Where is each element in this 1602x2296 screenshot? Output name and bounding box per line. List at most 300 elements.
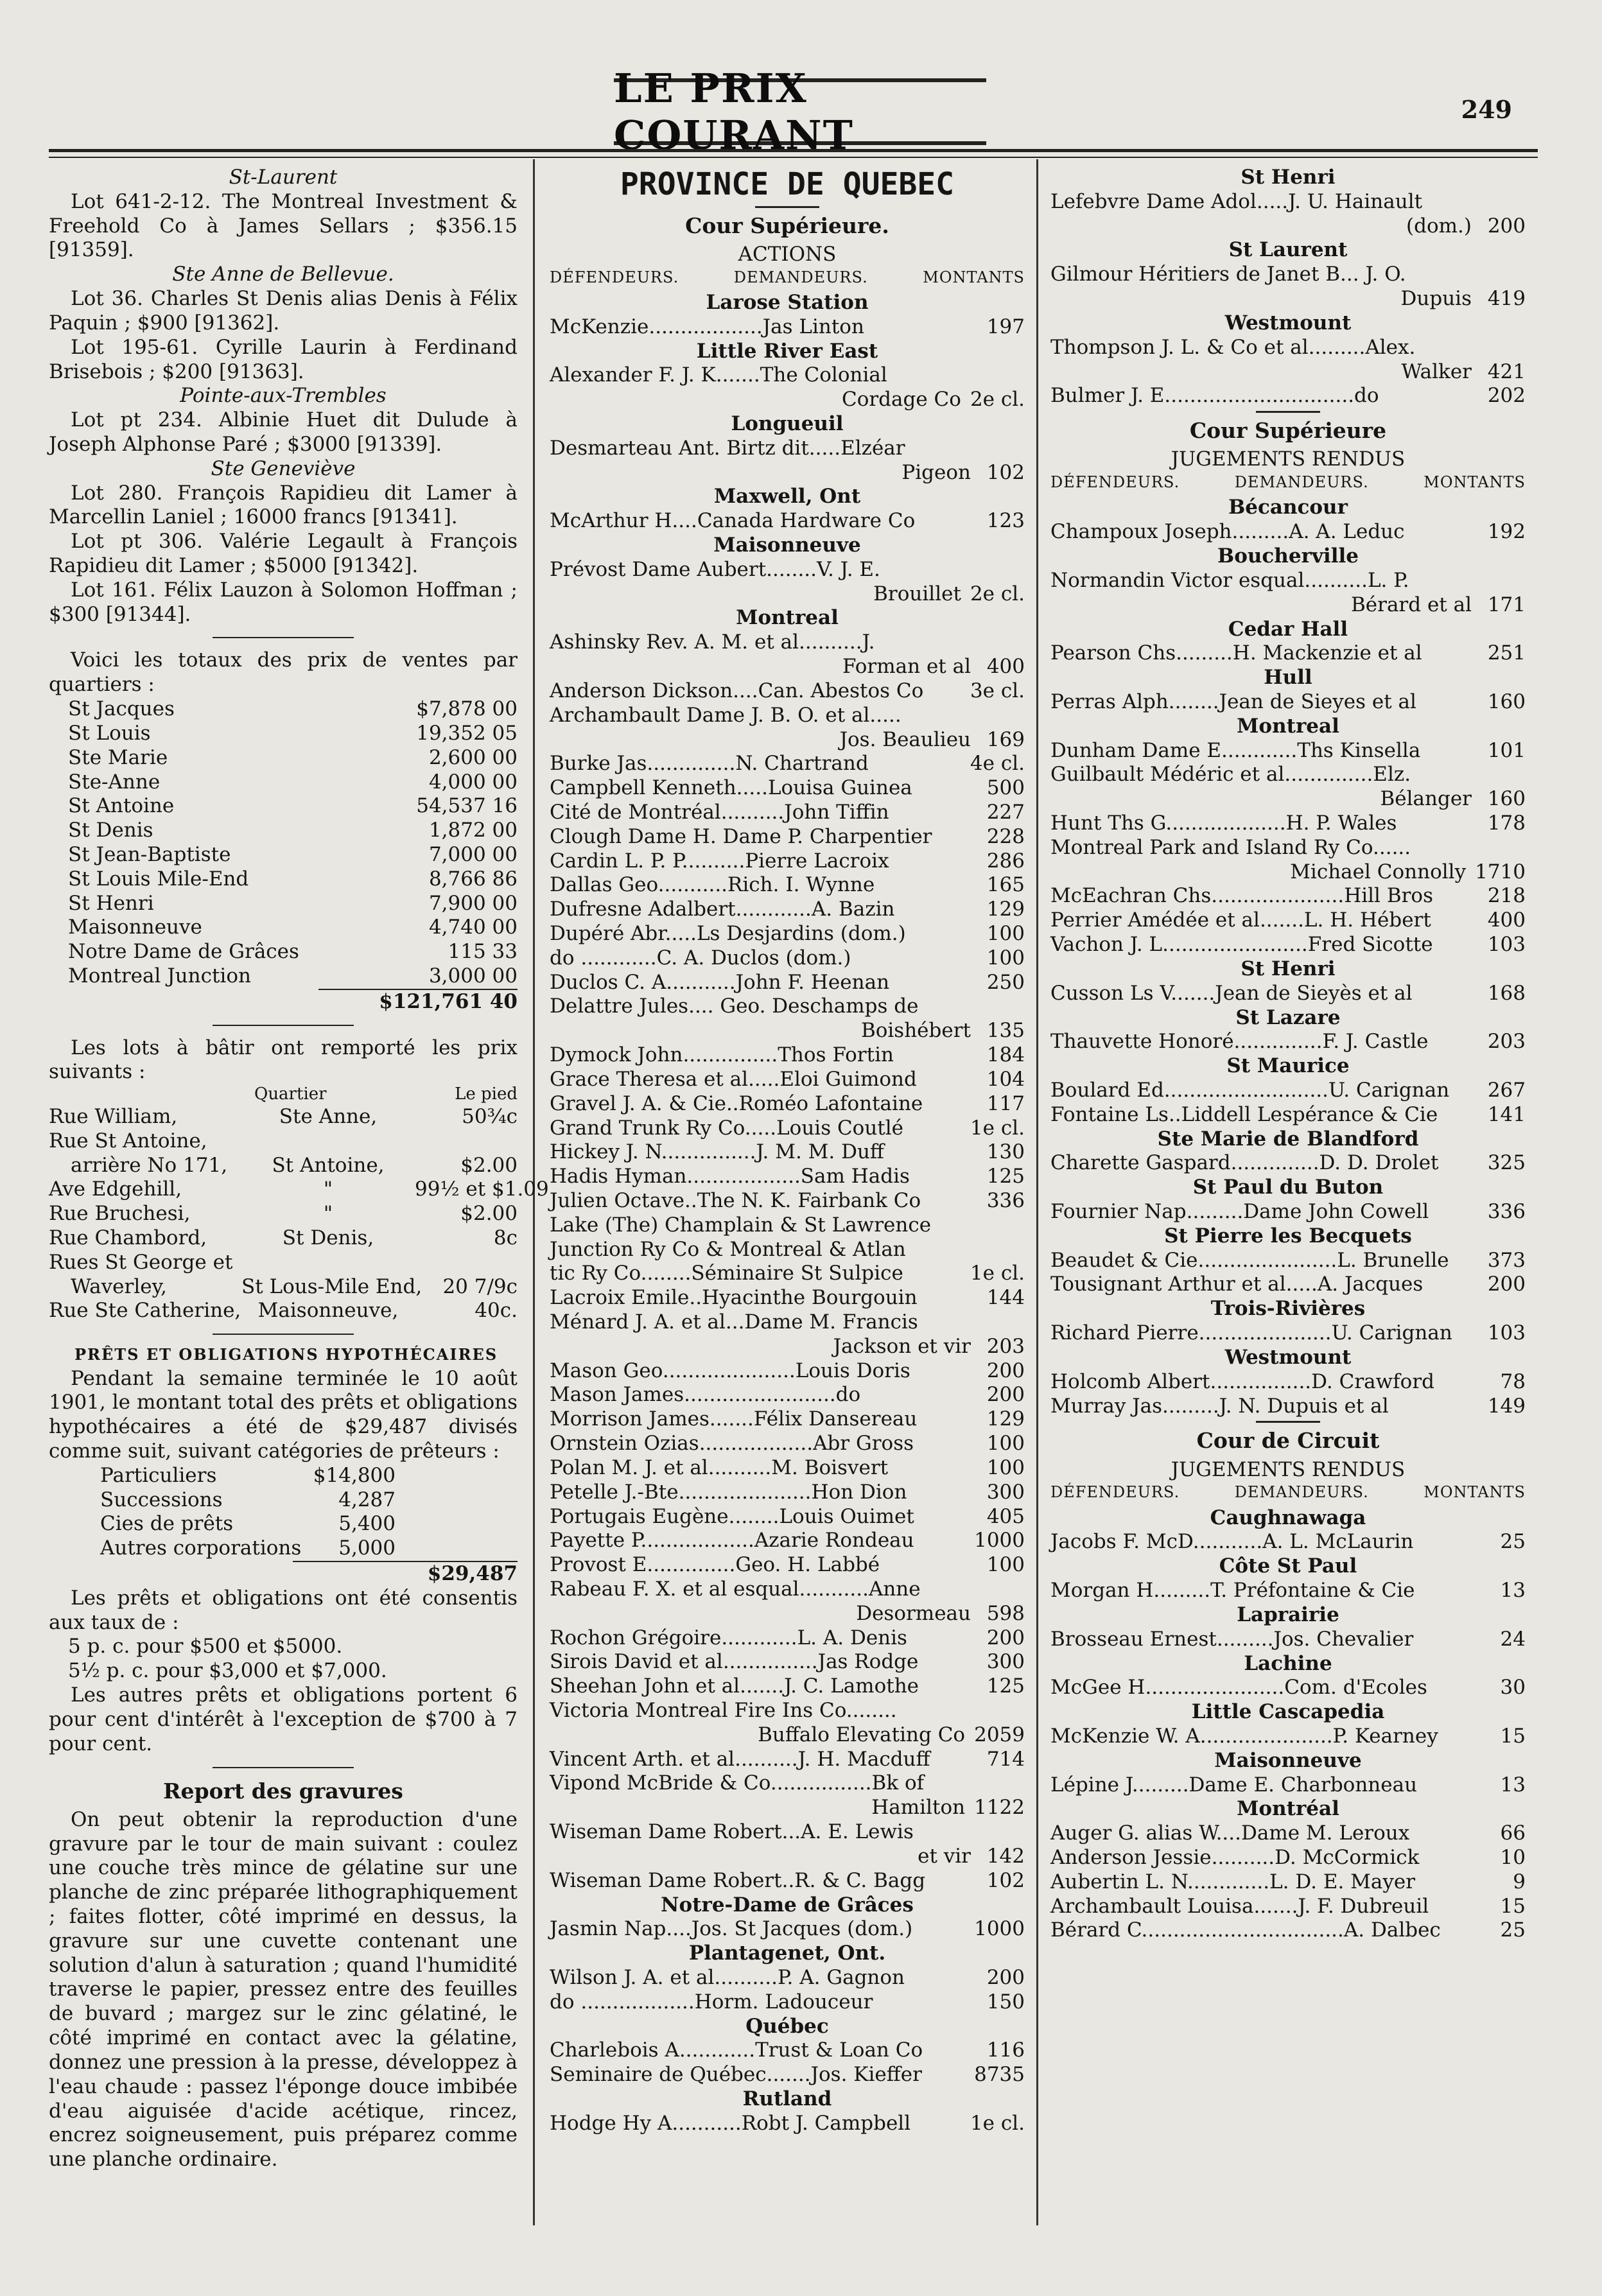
case-line [1050, 1870, 1526, 1895]
case-amount: 267 [1487, 1078, 1526, 1102]
case-entry [550, 1383, 1025, 1407]
case-entry [550, 1990, 1025, 2015]
case-line [550, 558, 1025, 582]
case-parties: Delattre Jules.... Geo. Deschamps de [550, 995, 919, 1018]
sale-entry: Lot 161. Félix Lauzon à Solomon Hoffman ; $300 [91344]. [49, 578, 518, 626]
location-heading: Longueuil [731, 412, 844, 435]
case-line [550, 1189, 1025, 1213]
lot-street: Waverley, [71, 1274, 167, 1298]
case-parties: Holcomb Albert................D. Crawford [1050, 1370, 1434, 1393]
case-entry [550, 558, 1025, 607]
case-parties: Perrier Amédée et al.......L. H. Hébert [1050, 909, 1431, 932]
sale-entry: Lot 641-2-12. The Montreal Investment & Freehold Co à James Sellars ; $356.15 [91359]. [49, 189, 518, 262]
case-entry [550, 363, 1025, 412]
pret-name: Autres corporations [100, 1536, 302, 1560]
case-entry [1050, 569, 1526, 618]
case-amount: 400 [986, 655, 1025, 679]
case-parties: Vipond McBride & Co................Bk of [550, 1771, 925, 1795]
case-amount: 102 [986, 460, 1025, 484]
case-line-cont [1050, 360, 1526, 385]
location-heading: Laprairie [1237, 1603, 1339, 1626]
case-amount: 129 [986, 898, 1025, 921]
case-amount: 200 [986, 1359, 1025, 1382]
column-heading: DEMANDEURS. [733, 268, 868, 286]
case-line-cont [1050, 214, 1526, 239]
case-line [550, 1481, 1025, 1505]
case-parties: Hodge Hy A...........Robt J. Campbell [550, 2111, 911, 2135]
case-line [1050, 190, 1526, 214]
lot-row [49, 1251, 518, 1275]
case-entry [550, 1699, 1025, 1748]
case-entry [550, 1117, 1025, 1141]
case-amount: 192 [1487, 520, 1526, 544]
case-parties: Archambault Louisa.......J. F. Dubreuil [1050, 1894, 1429, 1918]
total-name: St Antoine [68, 794, 175, 818]
case-line [550, 631, 1025, 655]
case-parties: Dunham Dame E............Ths Kinsella [1050, 738, 1421, 762]
case-amount: 15 [1500, 1724, 1526, 1748]
divider [213, 1767, 354, 1768]
lot-quartier: St Antoine, [272, 1153, 385, 1177]
case-amount: 13 [1500, 1773, 1526, 1796]
case-amount: 400 [1487, 909, 1526, 932]
case-parties: do ............C. A. Duclos (dom.) [550, 946, 851, 970]
case-parties: Bérard C................................A. Dalbec [1050, 1918, 1441, 1942]
location-heading: Maisonneuve [1214, 1748, 1362, 1772]
case-parties: Julien Octave..The N. K. Fairbank Co [550, 1188, 921, 1212]
case-amount: 200 [986, 1626, 1025, 1649]
case-amount: 149 [1487, 1394, 1526, 1418]
lot-street: Rue William, [49, 1104, 178, 1128]
case-amount [980, 1238, 1025, 1262]
total-name: Ste-Anne [68, 770, 161, 794]
case-entry [550, 1407, 1025, 1432]
case-parties: Pearson Chs.........H. Mackenzie et al [1050, 641, 1422, 665]
case-amount: 103 [1487, 1321, 1526, 1345]
column-heading: DÉFENDEURS. [550, 268, 679, 286]
case-line [550, 679, 1025, 704]
case-line [550, 1917, 1025, 1942]
case-line [550, 2112, 1025, 2136]
case-line [1050, 1846, 1526, 1870]
total-row [49, 746, 518, 770]
lot-price: 40c. [475, 1299, 518, 1323]
case-entry [1050, 1370, 1526, 1395]
case-parties: Montreal Park and Island Ry Co...... [1050, 835, 1411, 859]
case-parties-cont: Jackson et vir [833, 1334, 971, 1358]
lot-price: $2.00 [460, 1153, 518, 1177]
case-entry [1050, 933, 1526, 957]
case-parties: Lefebvre Dame Adol.....J. U. Hainault [1050, 189, 1423, 213]
case-line [1050, 763, 1526, 787]
case-parties: Victoria Montreal Fire Ins Co........ [550, 1699, 897, 1722]
case-amount-spacer [1481, 836, 1526, 860]
lot-row [49, 1129, 518, 1154]
case-line [550, 1262, 1025, 1286]
case-amount: 251 [1487, 641, 1526, 665]
case-entry [550, 1092, 1025, 1117]
case-line [550, 1068, 1025, 1092]
case-amount-spacer [980, 558, 1025, 582]
case-line [1050, 1918, 1526, 1943]
total-name: Maisonneuve [68, 916, 202, 939]
case-parties: Boulard Ed..........................U. Carignan [1050, 1078, 1450, 1102]
case-parties: Charlebois A............Trust & Loan Co [550, 2039, 923, 2062]
case-parties-cont: (dom.) [1406, 214, 1472, 238]
case-entry [550, 776, 1025, 801]
case-entry [1050, 1579, 1526, 1603]
header-rule [49, 149, 1538, 152]
case-parties: McArthur H....Canada Hardware Co [550, 509, 916, 533]
case-parties: Morrison James.......Félix Dansereau [550, 1407, 918, 1431]
case-entry [1050, 909, 1526, 933]
case-line [550, 1432, 1025, 1456]
case-amount-spacer [980, 1771, 1025, 1796]
page-header [49, 64, 1538, 159]
case-line-cont [550, 1019, 1025, 1043]
case-parties-cont: Michael Connolly [1290, 860, 1467, 883]
case-amount: 150 [986, 1990, 1025, 2013]
sale-location: Ste Anne de Bellevue. [172, 263, 394, 286]
case-amount: 171 [1487, 593, 1526, 616]
case-parties: Lacroix Emile..Hyacinthe Bourgouin [550, 1286, 918, 1310]
case-amount: 30 [1500, 1676, 1526, 1700]
case-entry [1050, 1676, 1526, 1700]
case-entry [1050, 263, 1526, 311]
case-entry [550, 704, 1025, 752]
case-amount: 2059 [974, 1723, 1025, 1746]
case-parties: Vachon J. L.......................Fred Sicotte [1050, 933, 1433, 957]
case-amount: 125 [986, 1674, 1025, 1698]
case-line [1050, 1628, 1526, 1652]
case-entry [550, 2039, 1025, 2063]
grand-total: $121,761 40 [318, 989, 518, 1014]
location-heading: Maisonneuve [713, 534, 861, 557]
lot-price: 99½ et $1.09 [415, 1178, 549, 1201]
case-amount: 1710 [1475, 860, 1526, 883]
case-amount: 202 [1487, 384, 1526, 408]
case-line [1050, 812, 1526, 836]
sale-entry: Lot pt 234. Albinie Huet dit Dulude à Joseph Alphonse Paré ; $3000 [91339]. [49, 408, 518, 456]
case-amount: 227 [986, 800, 1025, 824]
case-amount: 373 [1487, 1248, 1526, 1272]
case-entry [550, 1238, 1025, 1262]
case-amount: 336 [1487, 1200, 1526, 1224]
case-line [1050, 909, 1526, 933]
case-line [550, 1674, 1025, 1699]
location-heading: St Laurent [1228, 238, 1348, 262]
total-value: 19,352 05 [416, 721, 518, 745]
case-parties-cont: et vir [918, 1844, 971, 1868]
case-parties: do ..................Horm. Ladouceur [550, 1990, 873, 2013]
case-parties: Mason Geo.....................Louis Doris [550, 1359, 910, 1382]
sale-location: Pointe-aux-Trembles [180, 384, 387, 408]
case-entry [550, 1262, 1025, 1286]
case-parties: Payette P..................Azarie Rondeau [550, 1529, 914, 1552]
case-parties: Lake (The) Champlain & St Lawrence [550, 1213, 932, 1237]
case-parties-cont: Cordage Co [841, 388, 961, 412]
prets-total: $29,487 [293, 1561, 518, 1587]
case-entry [1050, 836, 1526, 885]
case-line [550, 315, 1025, 340]
case-parties: Brosseau Ernest.........Jos. Chevalier [1050, 1627, 1414, 1651]
case-amount: 1000 [974, 1529, 1025, 1552]
lot-quartier: " [323, 1202, 333, 1226]
case-amount: 9 [1513, 1870, 1526, 1893]
case-entry [550, 752, 1025, 776]
pret-value: 5,000 [338, 1536, 396, 1560]
lot-price: 8c [493, 1226, 518, 1250]
location-heading: St Paul du Buton [1192, 1176, 1384, 1199]
case-parties: Gilmour Héritiers de Janet B... J. O. [1050, 263, 1406, 286]
case-line [550, 1771, 1025, 1796]
case-amount: 1e cl. [970, 2111, 1025, 2135]
case-line [1050, 1151, 1526, 1176]
case-parties-cont: Dupuis [1400, 287, 1472, 311]
case-amount: 325 [1487, 1151, 1526, 1175]
total-row [49, 697, 518, 722]
case-amount: 100 [986, 946, 1025, 970]
column-heading: MONTANTS [1424, 1483, 1526, 1502]
case-amount: 141 [1487, 1102, 1526, 1126]
total-name: Ste Marie [68, 745, 168, 769]
case-line [550, 1650, 1025, 1674]
gravures-title: Report des gravures [163, 1778, 403, 1804]
case-line [550, 801, 1025, 825]
case-parties: Alexander F. J. K.......The Colonial [550, 363, 887, 387]
case-line [550, 1165, 1025, 1189]
lot-street: Rue Ste Catherine, [49, 1299, 241, 1323]
case-amount: 100 [986, 1432, 1025, 1456]
case-amount-spacer [1481, 569, 1526, 593]
total-name: St Jacques [68, 697, 175, 721]
case-amount-spacer [980, 1310, 1025, 1335]
total-name: St Louis Mile-End [68, 867, 249, 891]
lot-price [415, 1251, 518, 1275]
total-value: 3,000 00 [428, 964, 518, 987]
lot-street: arrière No 171, [71, 1153, 228, 1177]
case-line-cont [550, 582, 1025, 607]
case-line [1050, 884, 1526, 909]
case-entry [550, 1481, 1025, 1505]
lot-row [49, 1226, 518, 1251]
case-entry [550, 849, 1025, 874]
case-entry [550, 1043, 1025, 1068]
case-line [550, 1117, 1025, 1141]
case-amount: 1122 [974, 1796, 1025, 1820]
case-line [550, 825, 1025, 849]
case-line [550, 1966, 1025, 1990]
column-heading: MONTANTS [1424, 473, 1526, 492]
case-parties: Hickey J. N...............J. M. M. Duff [550, 1140, 884, 1164]
case-line [1050, 1395, 1526, 1419]
total-name: Montreal Junction [68, 964, 251, 987]
case-parties: Auger G. alias W....Dame M. Leroux [1050, 1822, 1410, 1845]
gravures-paragraph: On peut obtenir la reproduction d'une gravure par le tour de main suivant : coulez une couche très mince de gélatine sur une planche de zinc préparée lithographiquement ; faites flotter, côté imprimé en dessus, la gravure sur une cuvette contenant une solution d'alun à saturation ; quand l'humidité traverse le papier, pressez entre des feuilles de buvard ; margez sur le zinc gélatiné, le côté imprimé en contact avec la gélatine, donnez une pression à la presse, développez à l'eau chaude : passez l'éponge douce imbibée d'eau aiguisée d'acide acétique, rincez, encrez soigneusement, puis préparez comme une planche ordinaire. [49, 1807, 518, 2171]
total-row [49, 722, 518, 746]
case-line [1050, 982, 1526, 1006]
masthead-logo: LE PRIX COURANT [614, 78, 986, 145]
case-entry [550, 1748, 1025, 1772]
court-title: Cour Supérieure. [685, 213, 889, 238]
total-value: 4,740 00 [428, 916, 518, 939]
case-parties: Normandin Victor esqual..........L. P. [1050, 568, 1409, 592]
lot-price: 50¾c [462, 1104, 518, 1128]
case-entry [550, 679, 1025, 704]
case-line [1050, 1030, 1526, 1054]
divider [755, 206, 819, 208]
case-entry [550, 1650, 1025, 1674]
case-entry [1050, 1725, 1526, 1749]
total-name: Notre Dame de Grâces [68, 940, 299, 964]
case-entry [550, 1213, 1025, 1238]
case-line-cont [1050, 593, 1526, 618]
case-line [550, 1578, 1025, 1602]
total-value: 7,000 00 [428, 842, 518, 866]
location-heading: St Pierre les Becquets [1164, 1224, 1412, 1248]
lot-row [49, 1299, 518, 1323]
case-parties: Morgan H.........T. Préfontaine & Cie [1050, 1579, 1415, 1603]
circuit-subtitle: JUGEMENTS RENDUS [1171, 1457, 1406, 1481]
case-line [550, 1407, 1025, 1432]
location-heading: Hull [1264, 666, 1312, 690]
case-parties: Tousignant Arthur et al.....A. Jacques [1050, 1273, 1424, 1296]
case-amount: 4e cl. [970, 752, 1025, 776]
case-amount: 15 [1500, 1894, 1526, 1918]
lot-row [49, 1202, 518, 1226]
case-entry [550, 1553, 1025, 1578]
case-entry [1050, 1846, 1526, 1870]
case-entry [1050, 1030, 1526, 1054]
case-parties-cont: Hamilton [871, 1796, 966, 1820]
case-line [550, 1626, 1025, 1651]
case-amount: 1000 [974, 1917, 1025, 1941]
case-line [550, 873, 1025, 898]
total-value: 4,000 00 [428, 770, 518, 794]
case-line [550, 1553, 1025, 1578]
case-parties-cont: Desormeau [856, 1601, 971, 1625]
case-amount: 101 [1487, 738, 1526, 762]
divider [213, 637, 354, 638]
case-amount: 1e cl. [970, 1116, 1025, 1140]
total-name: St Jean-Baptiste [68, 842, 231, 866]
case-entry [550, 631, 1025, 679]
lot-quartier: Ste Anne, [279, 1104, 378, 1128]
case-parties: Cardin L. P. P..........Pierre Lacroix [550, 849, 889, 873]
case-entry [550, 1140, 1025, 1165]
total-row [49, 819, 518, 843]
case-entry [1050, 884, 1526, 909]
location-heading: Montreal [736, 606, 839, 630]
case-parties: Wilson J. A. et al..........P. A. Gagnon [550, 1965, 905, 1989]
pret-row [49, 1488, 396, 1513]
case-parties-cont: Bérard et al [1351, 593, 1472, 616]
case-line [550, 1699, 1025, 1723]
location-heading: Notre-Dame de Grâces [661, 1893, 914, 1917]
case-amount: 78 [1500, 1370, 1526, 1393]
lots-header [49, 1084, 518, 1105]
case-parties: Seminaire de Québec.......Jos. Kieffer [550, 2063, 922, 2087]
case-parties: Aubertin L. N.............L. D. E. Mayer [1050, 1870, 1416, 1893]
case-line [550, 946, 1025, 971]
column-divider-2 [1036, 159, 1038, 2225]
case-amount: 2e cl. [970, 582, 1025, 605]
case-entry [1050, 1103, 1526, 1127]
case-amount: 160 [1487, 690, 1526, 713]
case-amount: 500 [986, 776, 1025, 800]
case-amount: 598 [986, 1601, 1025, 1625]
case-line [1050, 641, 1526, 666]
total-row [49, 964, 518, 989]
case-entry [550, 2063, 1025, 2087]
case-entry [1050, 763, 1526, 812]
case-entry [550, 801, 1025, 825]
case-line [1050, 690, 1526, 715]
case-line-cont [550, 461, 1025, 485]
case-line [550, 1990, 1025, 2015]
case-parties-cont: Brouillet [873, 582, 961, 605]
case-parties: McKenzie..................Jas Linton [550, 315, 864, 338]
case-parties: Rabeau F. X. et al esqual...........Anne [550, 1577, 921, 1601]
case-parties: Perras Alph........Jean de Sieyes et al [1050, 690, 1416, 713]
case-parties: Richard Pierre.....................U. Carignan [1050, 1321, 1452, 1345]
case-entry [550, 509, 1025, 534]
lot-street: Rue Bruchesi, [49, 1202, 191, 1226]
location-heading: Plantagenet, Ont. [688, 1942, 886, 1965]
case-line [1050, 1249, 1526, 1273]
case-amount: 200 [986, 1383, 1025, 1407]
case-entry [1050, 641, 1526, 666]
sale-entry: Lot 195-61. Cyrille Laurin à Ferdinand Brisebois ; $200 [91363]. [49, 335, 518, 383]
case-line [1050, 1079, 1526, 1103]
case-entry [550, 1068, 1025, 1092]
case-amount: 165 [986, 873, 1025, 897]
case-entry [1050, 336, 1526, 385]
case-entry [550, 2112, 1025, 2136]
case-line [1050, 1676, 1526, 1700]
case-amount: 218 [1487, 884, 1526, 908]
column-heading: DÉFENDEURS. [1050, 1483, 1180, 1502]
column-right [1050, 166, 1526, 2225]
case-amount: 178 [1487, 812, 1526, 835]
location-heading: Bécancour [1228, 496, 1348, 519]
total-row [49, 916, 518, 940]
case-parties: Lépine J.........Dame E. Charbonneau [1050, 1773, 1418, 1796]
location-heading: Westmount [1224, 311, 1352, 335]
case-amount: 169 [986, 727, 1025, 751]
case-entry [1050, 1628, 1526, 1652]
rate-line: 5 p. c. pour $500 et $5000. [68, 1635, 343, 1658]
case-amount: 117 [986, 1091, 1025, 1115]
lot-street: Rue St Antoine, [49, 1129, 207, 1152]
case-parties: Vincent Arth. et al..........J. H. Macduff [550, 1747, 930, 1771]
circuit-court-title: Cour de Circuit [1196, 1428, 1380, 1454]
case-line-cont [1050, 860, 1526, 885]
case-parties: McEachran Chs.....................Hill Bros [1050, 884, 1433, 908]
case-entry [1050, 812, 1526, 836]
case-parties-cont: Boishébert [860, 1019, 971, 1043]
case-amount-spacer [1481, 190, 1526, 214]
case-amount-spacer [980, 1820, 1025, 1845]
case-amount: 203 [1487, 1030, 1526, 1054]
sale-entry: Lot pt 306. Valérie Legault à François Rapidieu dit Lamer ; $5000 [91342]. [49, 530, 518, 577]
case-parties: Gravel J. A. & Cie..Roméo Lafontaine [550, 1091, 923, 1115]
totals-intro: Voici les totaux des prix de ventes par quartiers : [49, 648, 518, 697]
case-line [1050, 1103, 1526, 1127]
lots-intro: Les lots à bâtir ont remporté les prix suivants : [49, 1036, 518, 1084]
case-parties: tic Ry Co........Séminaire St Sulpice [550, 1262, 903, 1285]
case-parties: Cusson Ls V.......Jean de Sieyès et al [1050, 981, 1413, 1005]
